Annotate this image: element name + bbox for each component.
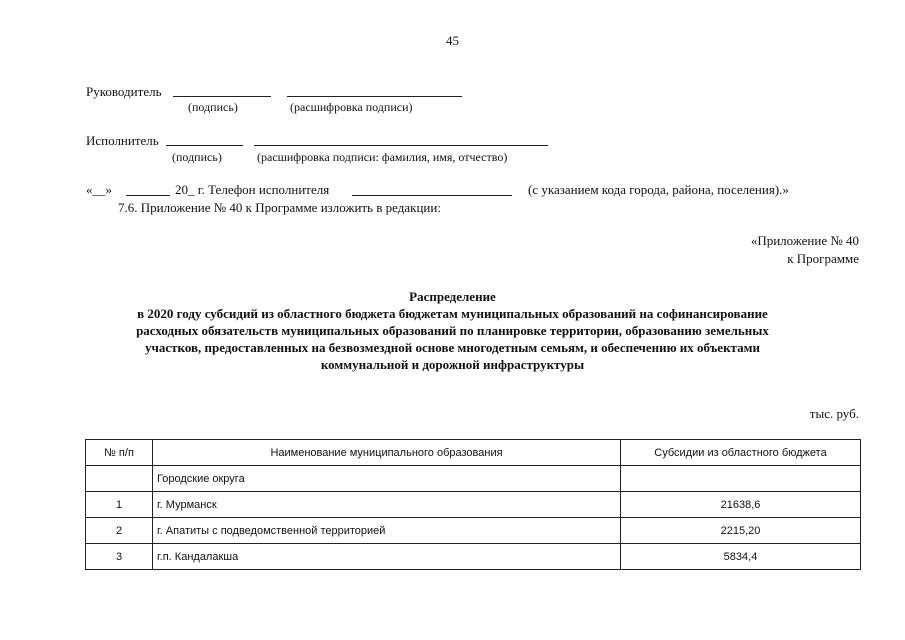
head-name-hint: (расшифровка подписи) — [290, 100, 413, 114]
row-name: г. Апатиты с подведомственной территорией — [153, 518, 621, 544]
header-name: Наименование муниципального образования — [153, 440, 621, 466]
title-line-1: в 2020 году субсидий из областного бюджета бюджетам муниципальных образований на софинансирование — [137, 306, 768, 321]
phone-note: (с указанием кода города, района, поселения).» — [528, 182, 789, 197]
table-header-row — [86, 440, 861, 466]
executor-signature-hint: (подпись) — [172, 150, 222, 164]
page-number: 45 — [446, 33, 459, 48]
phone-line — [352, 195, 512, 196]
executor-name-hint: (расшифровка подписи: фамилия, имя, отчество) — [257, 150, 508, 164]
title-line-3: участков, предоставленных на безвозмездной основе многодетным семьям, и обеспечению их объектами — [145, 340, 760, 355]
executor-name-line — [254, 145, 548, 146]
table-row — [86, 544, 861, 570]
date-quote: «__» — [86, 182, 112, 197]
head-name-line — [287, 96, 462, 97]
appendix-line-2: к Программе — [787, 251, 859, 266]
section-num-cell — [86, 466, 153, 492]
row-value: 2215,20 — [621, 518, 861, 544]
table-row — [86, 518, 861, 544]
row-value: 21638,6 — [621, 492, 861, 518]
header-subsidy: Субсидии из областного бюджета — [621, 440, 861, 466]
head-signature-hint: (подпись) — [188, 100, 238, 114]
table-section-row — [86, 466, 861, 492]
units-label: тыс. руб. — [809, 406, 859, 421]
table-row — [86, 492, 861, 518]
row-value: 5834,4 — [621, 544, 861, 570]
title-heading: Распределение — [409, 289, 496, 304]
instruction-text: 7.6. Приложение № 40 к Программе изложить в редакции: — [118, 200, 441, 215]
date-year-phone-label: 20_ г. Телефон исполнителя — [175, 182, 330, 197]
appendix-line-1: «Приложение № 40 — [750, 233, 859, 248]
title-line-2: расходных обязательств муниципальных образований по планировке территории, образованию земельных — [136, 323, 769, 338]
title-line-4: коммунальной и дорожной инфраструктуры — [320, 357, 585, 372]
row-name: г. Мурманск — [153, 492, 621, 518]
row-num: 3 — [86, 544, 153, 570]
row-num: 1 — [86, 492, 153, 518]
executor-signature-line — [166, 145, 243, 146]
section-label: Городские округа — [153, 466, 621, 492]
row-num: 2 — [86, 518, 153, 544]
date-day-line — [126, 195, 170, 196]
executor-label: Исполнитель — [86, 133, 159, 148]
row-name: г.п. Кандалакша — [153, 544, 621, 570]
head-label: Руководитель — [86, 84, 162, 99]
head-signature-line — [173, 96, 271, 97]
section-value-cell — [621, 466, 861, 492]
header-num: № п/п — [86, 440, 153, 466]
subsidy-table — [85, 439, 861, 570]
